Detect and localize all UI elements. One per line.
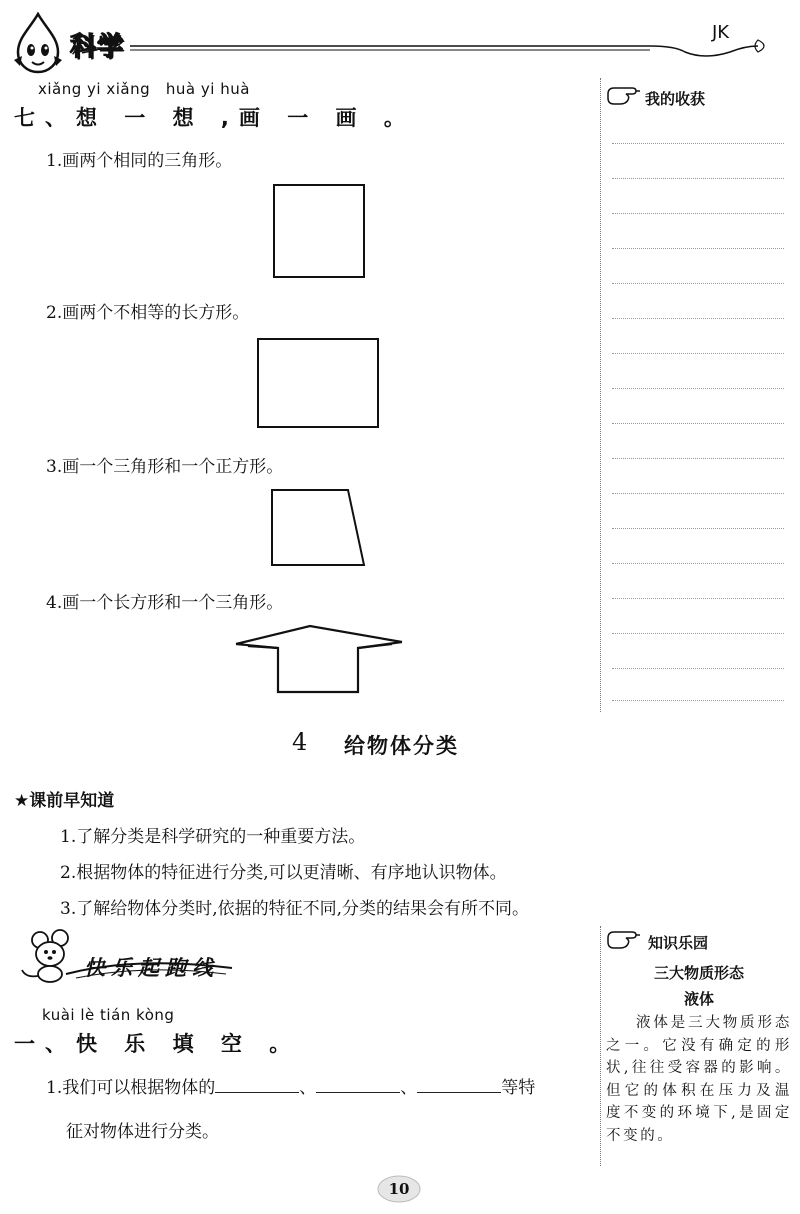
subject-title: 科学 bbox=[70, 32, 125, 62]
knowledge-divider bbox=[600, 926, 601, 1166]
preview-item-2: 2.根据物体的特征进行分类,可以更清晰、有序地认识物体。 bbox=[60, 863, 507, 883]
writing-line bbox=[612, 668, 784, 669]
section1-pinyin: kuài lè tián kòng bbox=[42, 1006, 175, 1024]
writing-line bbox=[612, 528, 784, 529]
edition-label: JK bbox=[712, 22, 730, 43]
writing-line bbox=[612, 143, 784, 144]
writing-line bbox=[612, 423, 784, 424]
writing-line bbox=[612, 633, 784, 634]
rectangle-figure bbox=[256, 337, 380, 429]
arrow-house-figure bbox=[232, 622, 406, 694]
section7-item-1: 1.画两个相同的三角形。 bbox=[46, 151, 233, 171]
trapezoid-figure bbox=[270, 488, 368, 568]
writing-line bbox=[612, 458, 784, 459]
writing-line bbox=[612, 598, 784, 599]
banner-title: 快乐起跑线 bbox=[84, 956, 219, 980]
pointing-hand-icon bbox=[606, 84, 642, 108]
answer-blank-3[interactable] bbox=[417, 1072, 501, 1093]
knowledge-title: 知识乐园 bbox=[648, 934, 709, 952]
mouse-mascot-icon bbox=[22, 930, 68, 982]
writing-line bbox=[612, 318, 784, 319]
writing-line bbox=[612, 700, 784, 701]
question-1-prefix: 1.我们可以根据物体的 bbox=[46, 1078, 216, 1098]
answer-blank-1[interactable] bbox=[215, 1072, 299, 1093]
separator: 、 bbox=[299, 1078, 317, 1098]
preview-heading: ★课前早知道 bbox=[14, 791, 115, 811]
pointing-hand-icon bbox=[606, 928, 642, 952]
writing-line bbox=[612, 563, 784, 564]
question-1-line-2: 征对物体进行分类。 bbox=[66, 1122, 219, 1142]
question-1-line-1 bbox=[46, 1072, 535, 1098]
water-drop-mascot-icon bbox=[12, 12, 64, 74]
question-1-suffix: 等特 bbox=[501, 1078, 536, 1098]
sidebar-divider bbox=[600, 78, 601, 712]
writing-line bbox=[612, 283, 784, 284]
chapter-title: 给物体分类 bbox=[344, 734, 459, 758]
writing-line bbox=[612, 248, 784, 249]
header-rule bbox=[130, 30, 770, 60]
harvest-title: 我的收获 bbox=[645, 90, 706, 108]
section7-item-3: 3.画一个三角形和一个正方形。 bbox=[46, 457, 284, 477]
knowledge-subtitle: 三大物质形态 bbox=[653, 964, 744, 982]
writing-line bbox=[612, 388, 784, 389]
preview-item-1: 1.了解分类是科学研究的一种重要方法。 bbox=[60, 827, 366, 847]
knowledge-topic: 液体 bbox=[683, 990, 714, 1008]
writing-line bbox=[612, 353, 784, 354]
chapter-number: 4 bbox=[292, 728, 308, 756]
separator: 、 bbox=[400, 1078, 418, 1098]
knowledge-body: 液体是三大物质形态之一。它没有确定的形状,往往受容器的影响。但它的体积在压力及温度不变的环境下,是固定不变的。 bbox=[606, 1015, 792, 1144]
section7-item-4: 4.画一个长方形和一个三角形。 bbox=[46, 593, 284, 613]
answer-blank-2[interactable] bbox=[316, 1072, 400, 1093]
square-figure bbox=[272, 183, 366, 279]
section7-item-2: 2.画两个不相等的长方形。 bbox=[46, 303, 250, 323]
preview-item-3: 3.了解给物体分类时,依据的特征不同,分类的结果会有所不同。 bbox=[60, 899, 530, 919]
section1-title: 一、快 乐 填 空 。 bbox=[14, 1032, 301, 1056]
page-number: 10 bbox=[388, 1180, 410, 1198]
section7-title: 七、想 一 想 ,画 一 画 。 bbox=[14, 106, 415, 130]
writing-line bbox=[612, 178, 784, 179]
section7-pinyin: xiǎng yi xiǎng huà yi huà bbox=[38, 80, 250, 98]
writing-line bbox=[612, 493, 784, 494]
writing-line bbox=[612, 213, 784, 214]
